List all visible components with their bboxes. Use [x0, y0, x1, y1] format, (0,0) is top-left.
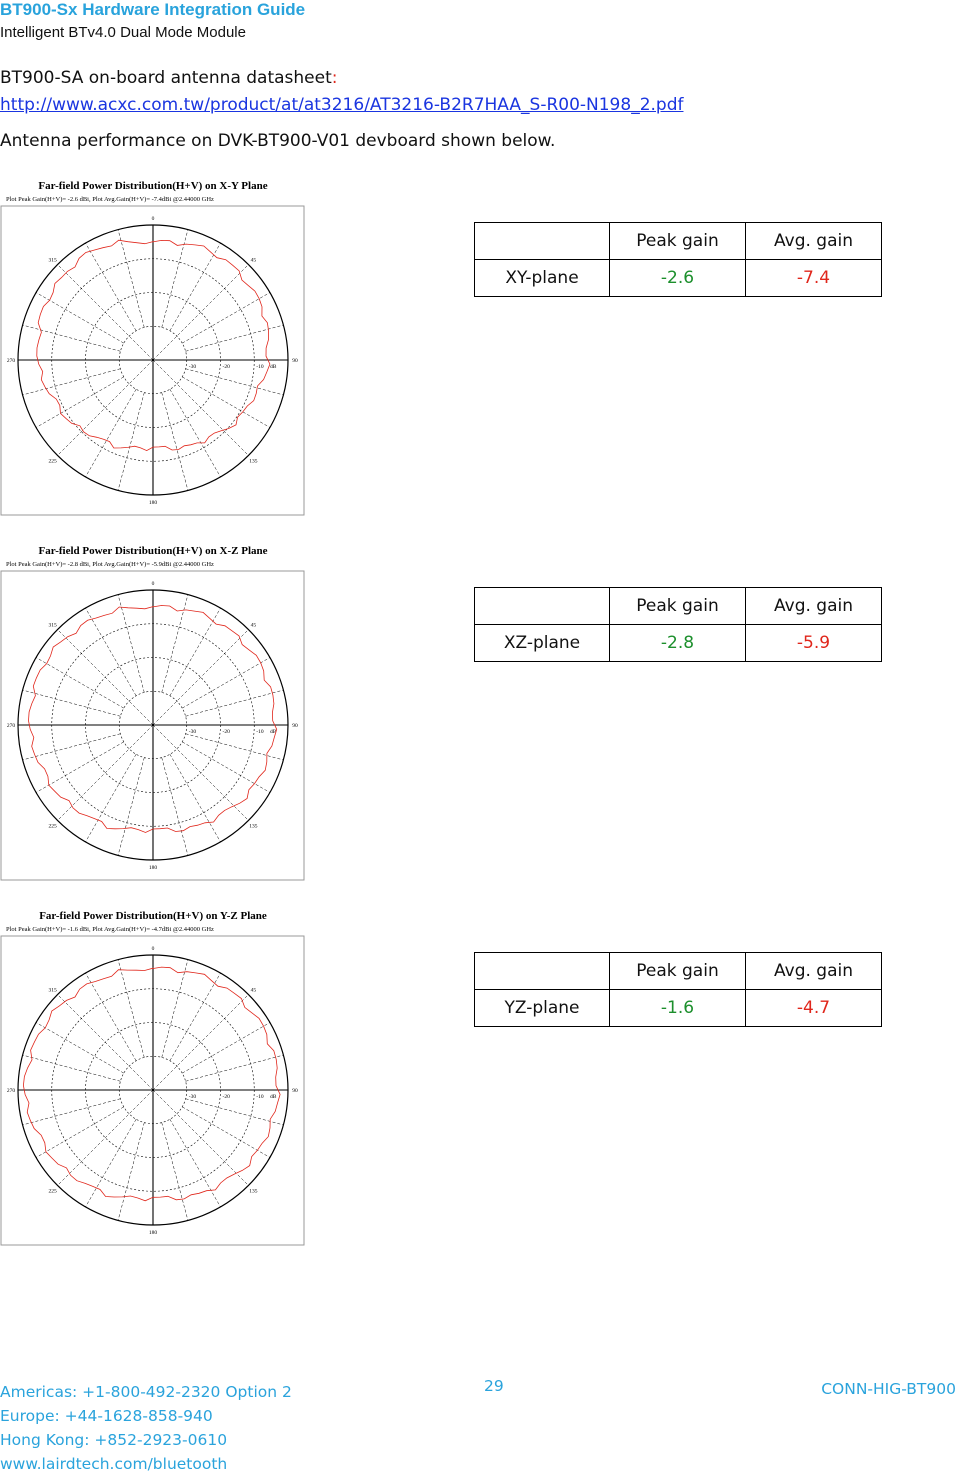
- polar-angle-label: 180: [148, 1230, 158, 1236]
- datasheet-link[interactable]: http://www.acxc.com.tw/product/at/at3216/AT3216-B2R7HAA_S-R00-N198_2.pdf: [0, 95, 684, 115]
- datasheet-colon: :: [331, 68, 338, 88]
- polar-spoke: [153, 995, 248, 1090]
- table-header-avg: Avg. gain: [746, 223, 882, 260]
- polar-grid: [18, 590, 288, 860]
- polar-spoke: [36, 658, 124, 709]
- polar-spoke: [23, 369, 121, 395]
- table-header-row: [475, 953, 882, 990]
- polar-spoke: [182, 1023, 270, 1074]
- polar-spoke: [162, 1123, 188, 1221]
- polar-ring-label: -20: [222, 1094, 230, 1100]
- polar-angle-label: 135: [249, 823, 258, 830]
- polar-plot-xy: [0, 178, 306, 518]
- polar-ring-label: -20: [222, 729, 230, 735]
- avg-gain-value: -5.9: [746, 625, 882, 662]
- table-row: [475, 625, 882, 662]
- polar-spoke: [86, 973, 137, 1061]
- polar-ring-label: -10: [256, 364, 264, 370]
- polar-spoke: [23, 1055, 121, 1081]
- document-subtitle: Intelligent BTv4.0 Dual Mode Module: [0, 24, 246, 41]
- polar-angle-label: 225: [48, 1188, 57, 1195]
- plot-caption: Plot Peak Gain(H+V)= -2.6 dBi, Plot Avg.Gain(H+V)= -7.4dBi @2.44000 GHz: [6, 196, 214, 203]
- polar-angle-label: 180: [148, 865, 158, 871]
- polar-plot-yz: [0, 908, 306, 1248]
- polar-spoke: [86, 243, 137, 331]
- polar-angle-label: 225: [48, 823, 57, 830]
- table-header-row: [475, 223, 882, 260]
- polar-spoke: [118, 1123, 144, 1221]
- polar-spoke: [153, 1090, 248, 1185]
- polar-spoke: [118, 595, 144, 693]
- polar-ring-label: -10: [256, 1094, 264, 1100]
- table-header-avg: Avg. gain: [746, 588, 882, 625]
- footer-europe: Europe: +44-1628-858-940: [0, 1407, 213, 1425]
- table-header-empty: [475, 953, 610, 990]
- polar-spoke: [182, 377, 270, 428]
- polar-unit-label: dB: [270, 364, 277, 370]
- polar-spoke: [186, 1099, 284, 1125]
- peak-gain-value: -2.6: [610, 260, 746, 297]
- polar-spoke: [170, 973, 221, 1061]
- polar-angle-label: 45: [250, 622, 257, 629]
- polar-spoke: [182, 658, 270, 709]
- polar-spoke: [162, 393, 188, 491]
- polar-spoke: [182, 742, 270, 793]
- polar-plot-xz: [0, 543, 306, 883]
- polar-unit-label: dB: [270, 729, 277, 735]
- polar-spoke: [153, 265, 248, 360]
- polar-angle-label: 270: [6, 723, 16, 729]
- peak-gain-value: -2.8: [610, 625, 746, 662]
- avg-gain-value: -4.7: [746, 990, 882, 1027]
- plot-caption: Plot Peak Gain(H+V)= -1.6 dBi, Plot Avg.Gain(H+V)= -4.7dBi @2.44000 GHz: [6, 926, 214, 933]
- polar-angle-label: 315: [48, 257, 57, 264]
- polar-ring-label: -30: [188, 364, 197, 370]
- polar-angle-label: 0: [151, 216, 155, 222]
- polar-ring-label: -30: [188, 1094, 197, 1100]
- polar-angle-label: 135: [249, 1188, 258, 1195]
- polar-spoke: [86, 608, 137, 696]
- plot-title: Far-field Power Distribution(H+V) on X-Y Plane: [38, 180, 268, 192]
- polar-grid: [18, 225, 288, 495]
- polar-spoke: [36, 742, 124, 793]
- datasheet-label: BT900-SA on-board antenna datasheet: [0, 68, 332, 88]
- polar-spoke: [170, 389, 221, 477]
- polar-plot-yz-svg: [0, 908, 306, 1248]
- polar-spoke: [58, 360, 153, 455]
- polar-spoke: [186, 734, 284, 760]
- table-header-row: [475, 588, 882, 625]
- polar-angle-label: 225: [48, 458, 57, 465]
- polar-spoke: [186, 1055, 284, 1081]
- page-number: 29: [484, 1377, 504, 1395]
- polar-spoke: [23, 1099, 121, 1125]
- polar-spoke: [182, 1107, 270, 1158]
- polar-angle-label: 315: [48, 622, 57, 629]
- polar-spoke: [36, 377, 124, 428]
- plot-title: Far-field Power Distribution(H+V) on Y-Z Plane: [39, 910, 267, 922]
- polar-angle-label: 270: [6, 358, 16, 364]
- performance-text: Antenna performance on DVK-BT900-V01 devboard shown below.: [0, 131, 556, 151]
- polar-angle-label: 270: [6, 1088, 16, 1094]
- polar-spoke: [186, 369, 284, 395]
- avg-gain-value: -7.4: [746, 260, 882, 297]
- polar-spoke: [118, 393, 144, 491]
- polar-angle-label: 90: [292, 1088, 298, 1094]
- plot-title: Far-field Power Distribution(H+V) on X-Z Plane: [38, 545, 268, 557]
- peak-gain-value: -1.6: [610, 990, 746, 1027]
- plane-label: XZ-plane: [475, 625, 610, 662]
- polar-angle-label: 90: [292, 723, 298, 729]
- table-header-empty: [475, 588, 610, 625]
- footer-contacts: [0, 1380, 292, 1476]
- polar-spoke: [58, 995, 153, 1090]
- footer-hongkong: Hong Kong: +852-2923-0610: [0, 1431, 228, 1449]
- polar-spoke: [182, 293, 270, 344]
- polar-spoke: [118, 758, 144, 856]
- polar-spoke: [170, 754, 221, 842]
- polar-ring-label: -30: [188, 729, 197, 735]
- plot-caption: Plot Peak Gain(H+V)= -2.8 dBi, Plot Avg.Gain(H+V)= -5.9dBi @2.44000 GHz: [6, 561, 214, 568]
- plane-label: YZ-plane: [475, 990, 610, 1027]
- polar-spoke: [23, 734, 121, 760]
- gain-table-yz: [474, 952, 882, 1027]
- polar-spoke: [58, 1090, 153, 1185]
- polar-spoke: [170, 243, 221, 331]
- polar-angle-label: 90: [292, 358, 298, 364]
- footer-website[interactable]: www.lairdtech.com/bluetooth: [0, 1455, 228, 1473]
- plane-label: XY-plane: [475, 260, 610, 297]
- polar-angle-label: 180: [148, 500, 158, 506]
- document-title: BT900-Sx Hardware Integration Guide: [0, 0, 306, 19]
- document-id: CONN-HIG-BT900: [821, 1380, 956, 1398]
- gain-trace: [23, 967, 280, 1201]
- polar-spoke: [36, 1023, 124, 1074]
- polar-spoke: [86, 1119, 137, 1207]
- polar-spoke: [118, 230, 144, 328]
- polar-angle-label: 0: [151, 946, 155, 952]
- polar-ring-label: -10: [256, 729, 264, 735]
- table-header-peak: Peak gain: [610, 223, 746, 260]
- polar-spoke: [186, 690, 284, 716]
- polar-spoke: [58, 265, 153, 360]
- polar-ring-label: -20: [222, 364, 230, 370]
- polar-spoke: [36, 293, 124, 344]
- table-header-avg: Avg. gain: [746, 953, 882, 990]
- table-header-peak: Peak gain: [610, 953, 746, 990]
- table-header-peak: Peak gain: [610, 588, 746, 625]
- polar-angle-label: 135: [249, 458, 258, 465]
- polar-angle-label: 315: [48, 987, 57, 994]
- footer-americas: Americas: +1-800-492-2320 Option 2: [0, 1383, 292, 1401]
- polar-plot-xy-svg: [0, 178, 306, 518]
- gain-table-xz: [474, 587, 882, 662]
- polar-spoke: [162, 960, 188, 1058]
- datasheet-line: [0, 68, 338, 88]
- polar-spoke: [153, 360, 248, 455]
- polar-unit-label: dB: [270, 1094, 277, 1100]
- polar-spoke: [153, 630, 248, 725]
- polar-spoke: [162, 758, 188, 856]
- table-header-empty: [475, 223, 610, 260]
- polar-spoke: [23, 690, 121, 716]
- table-row: [475, 990, 882, 1027]
- polar-angle-label: 45: [250, 987, 257, 994]
- polar-plot-xz-svg: [0, 543, 306, 883]
- table-row: [475, 260, 882, 297]
- polar-spoke: [58, 630, 153, 725]
- gain-table-xy: [474, 222, 882, 297]
- polar-spoke: [86, 389, 137, 477]
- polar-angle-label: 45: [250, 257, 257, 264]
- polar-spoke: [118, 960, 144, 1058]
- polar-grid: [18, 955, 288, 1225]
- polar-spoke: [36, 1107, 124, 1158]
- polar-angle-label: 0: [151, 581, 155, 587]
